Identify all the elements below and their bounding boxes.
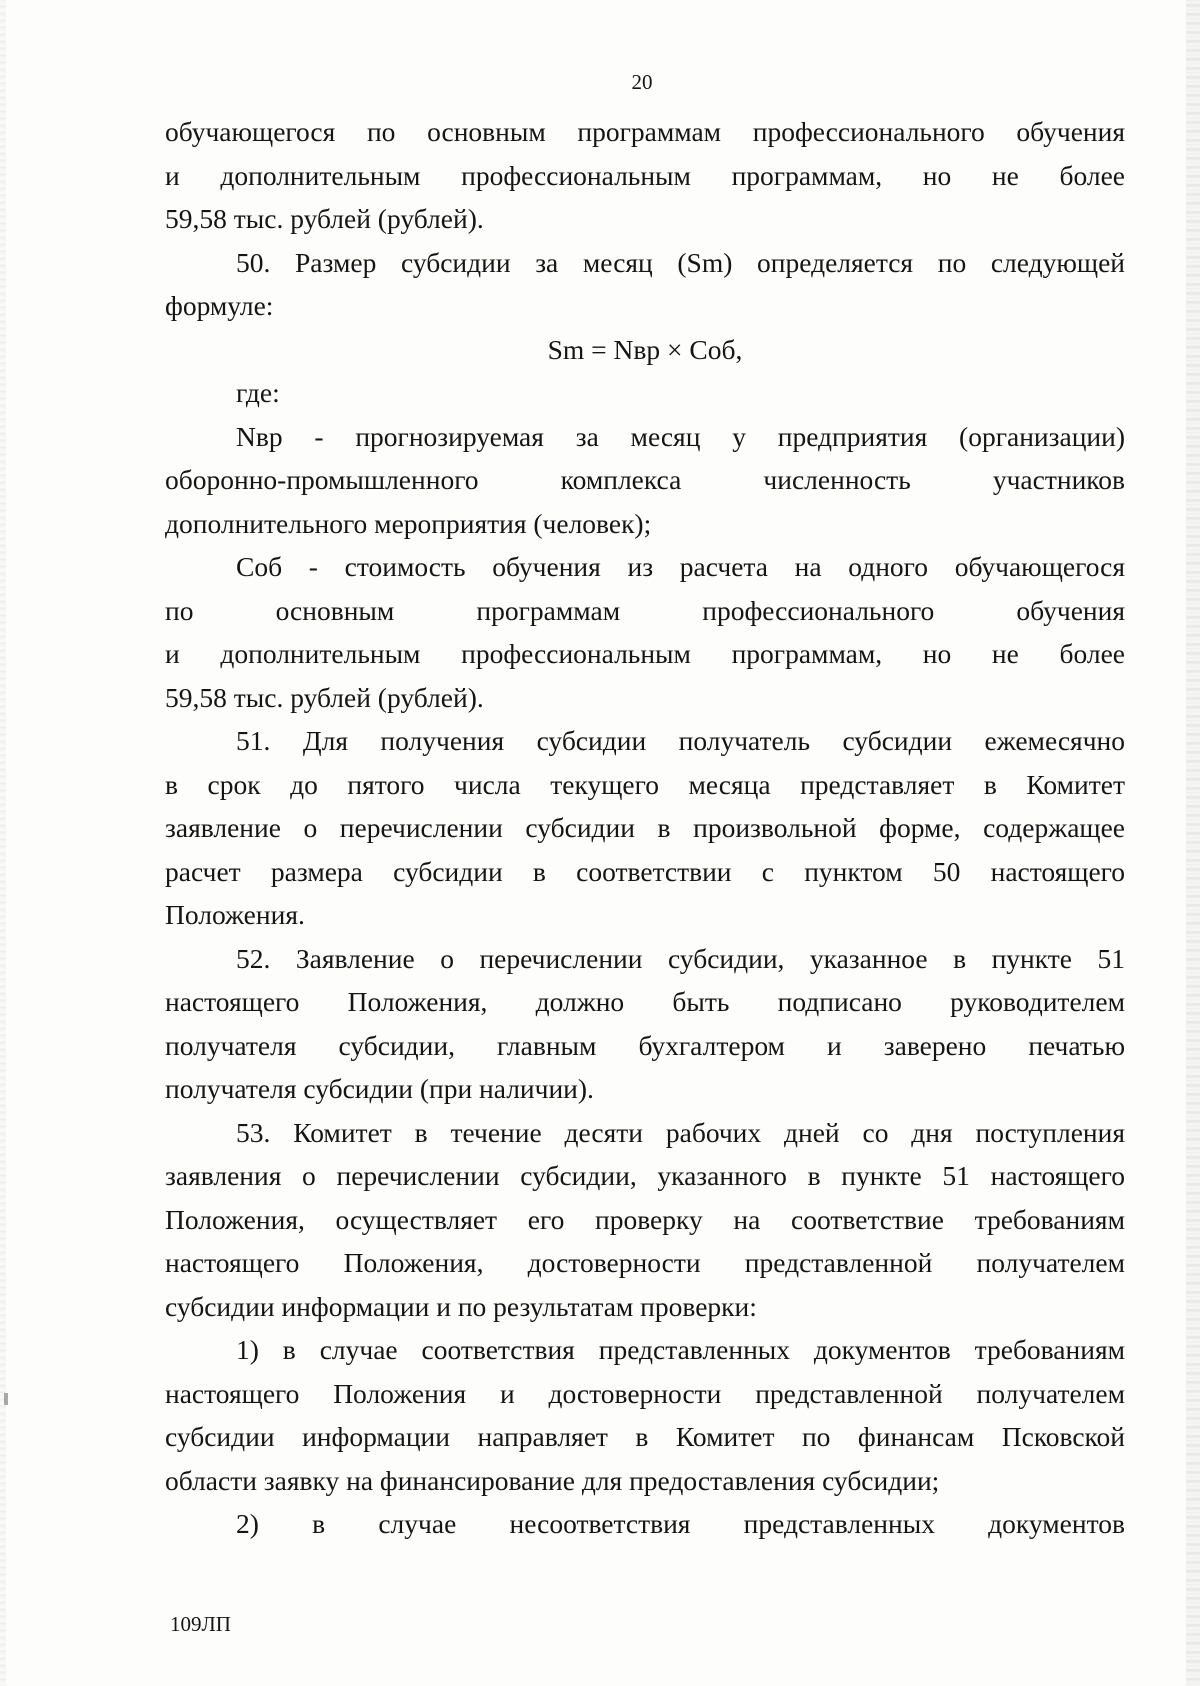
- paragraph-51-start: 51. Для получения субсидии получатель субсидии ежемесячно: [236, 725, 1125, 756]
- text-line: заявления о перечислении субсидии, указанного в пункте 51 настоящего: [165, 1160, 1125, 1191]
- scan-edge-left: [0, 0, 6, 1686]
- scan-edge-right: [1186, 0, 1200, 1686]
- text-line: настоящего Положения, должно быть подписано руководителем: [165, 986, 1125, 1017]
- text-line: расчет размера субсидии в соответствии с пунктом 50 настоящего: [165, 855, 1125, 887]
- text-line: и дополнительным профессиональным программам, но не более: [165, 159, 1125, 191]
- text-line: по основным программам профессионального обучения: [165, 594, 1125, 626]
- formula: Sm = Nвр × Cоб,: [547, 333, 743, 365]
- text-line: настоящего Положения, достоверности представленной получателем: [165, 1247, 1125, 1278]
- text-line: оборонно-промышленного комплекса численность участников: [165, 464, 1125, 495]
- text-line: получателя субсидии, главным бухгалтером и заверено печатью: [165, 1029, 1125, 1061]
- text-line: Положения, осуществляет его проверку на соответствие требованиям: [165, 1203, 1125, 1235]
- margin-mark: [4, 1393, 8, 1405]
- text-line: субсидии информации и по результатам проверки:: [165, 1290, 757, 1322]
- text-line: 59,58 тыс. рублей (рублей).: [165, 203, 484, 234]
- text-line: дополнительного мероприятия (человек);: [165, 507, 652, 539]
- page-number: 20: [631, 70, 653, 94]
- text-line: настоящего Положения и достоверности представленной получателем: [165, 1377, 1125, 1409]
- definition-cob: Cоб - стоимость обучения из расчета на одного обучающегося: [236, 551, 1125, 582]
- document-body: [165, 110, 1125, 1546]
- footer-code: 109ЛП: [170, 1612, 231, 1636]
- text-line: области заявку на финансирование для предоставления субсидии;: [165, 1464, 940, 1496]
- text-line: заявление о перечислении субсидии в произвольной форме, содержащее: [165, 812, 1125, 843]
- text-line: где:: [236, 377, 280, 408]
- text-line: субсидии информации направляет в Комитет по финансам Псковской: [165, 1421, 1125, 1452]
- text-line: формуле:: [165, 290, 274, 321]
- text-line: 59,58 тыс. рублей (рублей).: [165, 681, 484, 713]
- text-line: в срок до пятого числа текущего месяца представляет в Комитет: [165, 768, 1125, 800]
- definition-nvr: Nвр - прогнозируемая за месяц у предприятия (организации): [236, 420, 1125, 452]
- text-line: получателя субсидии (при наличии).: [165, 1073, 594, 1104]
- paragraph-52-start: 52. Заявление о перечислении субсидии, указанное в пункте 51: [236, 942, 1125, 974]
- text-line: Положения.: [165, 899, 305, 930]
- paragraph-50-start: 50. Размер субсидии за месяц (Sm) определяется по следующей: [236, 246, 1125, 278]
- text-line: и дополнительным профессиональным программам, но не более: [165, 638, 1125, 669]
- list-item-1-start: 1) в случае соответствия представленных документов требованиям: [236, 1334, 1125, 1365]
- list-item-2-start: 2) в случае несоответствия представленных документов: [236, 1508, 1125, 1539]
- text-line: обучающегося по основным программам профессионального обучения: [165, 116, 1125, 147]
- paragraph-53-start: 53. Комитет в течение десяти рабочих дней со дня поступления: [236, 1116, 1125, 1148]
